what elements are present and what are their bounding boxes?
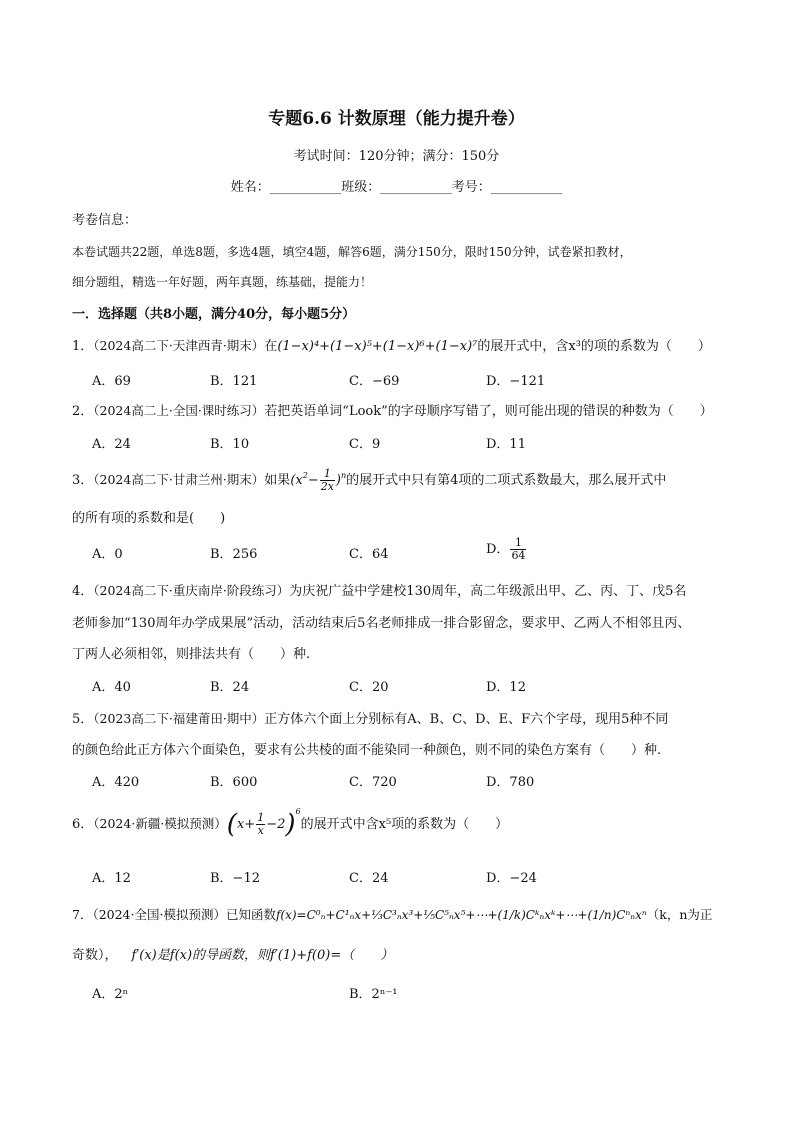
question-source: （2024高二下·重庆南岸·阶段练习） bbox=[93, 583, 290, 598]
question-4 bbox=[72, 580, 686, 599]
class-label: 班级： bbox=[341, 180, 381, 195]
question-2 bbox=[72, 400, 713, 419]
number-field[interactable]: ___________ bbox=[490, 180, 563, 195]
question-source: （2024高二下·甘肃兰州·期末） bbox=[93, 472, 265, 487]
exam-time: 考试时间：120分钟；满分：150分 bbox=[293, 149, 500, 164]
question-number: 1． bbox=[72, 339, 94, 354]
question-3-line-2: 的所有项的系数和是( ) bbox=[72, 511, 226, 526]
option-a[interactable]: A．0 bbox=[92, 547, 123, 562]
option-d[interactable]: D．11 bbox=[486, 437, 526, 452]
question-number: 2． bbox=[72, 404, 94, 419]
option-a[interactable]: A．69 bbox=[92, 374, 131, 389]
page-title: 专题6.6 计数原理（能力提升卷） bbox=[268, 109, 525, 129]
student-fields bbox=[0, 176, 793, 195]
option-c[interactable]: C．720 bbox=[349, 775, 397, 790]
question-text: （k，n为正 bbox=[646, 907, 713, 922]
option-a[interactable]: A．2ⁿ bbox=[92, 987, 129, 1002]
question-text: 为庆祝广益中学建校130周年，高二年级派出甲、乙、丙、丁、戊5名 bbox=[289, 584, 687, 599]
option-c[interactable]: C．−69 bbox=[349, 374, 400, 389]
info-line-1: 本卷试题共22题，单选8题，多选4题，填空4题，解答6题，满分150分，限时150分钟，试卷紧扣教材， bbox=[72, 245, 632, 259]
question-3 bbox=[72, 468, 666, 493]
question-number: 5． bbox=[72, 712, 94, 727]
option-b[interactable]: B．600 bbox=[210, 775, 258, 790]
question-5-line-2: 的颜色给此正方体六个面染色，要求有公共棱的面不能染同一种颜色，则不同的染色方案有（ ）种. bbox=[72, 743, 662, 758]
question-7-line-2: 奇数）， f′(x)是f(x)的导函数，则f′(1)+f(0)=（ ） bbox=[72, 948, 394, 963]
question-4-line-2: 老师参加“130周年办学成果展”活动，活动结束后5名老师排成一排合影留念，要求甲、乙两人不相邻且丙、 bbox=[72, 616, 691, 631]
question-text: 的展开式中只有第4项的二项式系数最大，那么展开式中 bbox=[346, 473, 667, 488]
math-formula: (x+ $\frac{1}{x}$ −2)$^6$ bbox=[226, 807, 301, 840]
option-c[interactable]: C．64 bbox=[349, 547, 389, 562]
fraction: $\frac{1}{64}$ bbox=[511, 536, 526, 562]
section-title: 一．选择题（共8小题，满分40分，每小题5分） bbox=[72, 307, 356, 322]
name-label: 姓名： bbox=[230, 180, 270, 195]
math-formula: (1−x)⁴+(1−x)⁵+(1−x)⁶+(1−x)⁷ bbox=[277, 339, 478, 354]
option-b[interactable]: B．−12 bbox=[210, 871, 260, 886]
option-a[interactable]: A．24 bbox=[92, 437, 131, 452]
question-number: 7． bbox=[72, 907, 93, 922]
question-text: 如果 bbox=[264, 473, 291, 488]
question-text: 已知函数 bbox=[225, 907, 276, 922]
info-heading: 考卷信息： bbox=[72, 213, 138, 228]
math-formula: f(x)=C⁰ₙ+C¹ₙx+⅓C³ₙx³+⅕C⁵ₙx⁵+⋯+(1/k)Cᵏₙxᵏ+⋯+(1/n)Cⁿₙxⁿ bbox=[275, 908, 647, 922]
question-text: 在 bbox=[264, 339, 278, 354]
question-5 bbox=[72, 708, 668, 727]
math-formula: ($x^2-$ $\frac{1}{2x}$ )$^n$ bbox=[290, 467, 347, 493]
fraction: $\frac{1}{x}$ bbox=[257, 811, 265, 837]
option-d[interactable]: D．12 bbox=[486, 680, 526, 695]
question-number: 6． bbox=[72, 817, 94, 832]
question-text: 若把英语单词“Look”的字母顺序写错了，则可能出现的错误的种数为（ ） bbox=[264, 404, 713, 419]
class-field[interactable]: ___________ bbox=[380, 180, 452, 195]
question-text: 正方体六个面上分别标有A、B、C、D、E、F六个字母，现用5种不同 bbox=[264, 712, 669, 727]
question-number: 4． bbox=[72, 584, 94, 599]
option-d[interactable]: D．780 bbox=[486, 775, 535, 790]
option-d[interactable]: D．−121 bbox=[486, 374, 546, 389]
question-source: （2023高二下·福建莆田·期中） bbox=[93, 711, 265, 726]
option-b[interactable]: B．24 bbox=[210, 680, 250, 695]
option-a[interactable]: A．40 bbox=[92, 680, 131, 695]
option-c[interactable]: C．24 bbox=[349, 871, 389, 886]
option-b[interactable]: B．2ⁿ⁻¹ bbox=[349, 987, 398, 1002]
question-number: 3． bbox=[72, 473, 94, 488]
option-a[interactable]: A．420 bbox=[92, 775, 140, 790]
fraction: $\frac{1}{2x}$ bbox=[320, 467, 334, 493]
question-source: （2024·全国·模拟预测） bbox=[92, 907, 226, 922]
question-source: （2024高二下·天津西青·期末） bbox=[93, 338, 265, 353]
option-a[interactable]: A．12 bbox=[92, 871, 131, 886]
option-d[interactable]: D． $\frac{1}{64}$ bbox=[486, 536, 526, 562]
question-4-line-3: 丁两人必须相邻，则排法共有（ ）种. bbox=[72, 647, 311, 662]
name-field[interactable]: ___________ bbox=[269, 180, 342, 195]
question-7 bbox=[72, 905, 712, 923]
question-1 bbox=[72, 335, 711, 354]
option-d[interactable]: D．−24 bbox=[486, 871, 537, 886]
option-c[interactable]: C．9 bbox=[349, 437, 381, 452]
option-b[interactable]: B．256 bbox=[210, 547, 258, 562]
option-b[interactable]: B．10 bbox=[210, 437, 250, 452]
question-text: 的展开式中含x⁵项的系数为（ ） bbox=[300, 817, 509, 832]
question-source: （2024·新疆·模拟预测） bbox=[93, 816, 227, 831]
info-line-2: 细分题组，精选一年好题，两年真题，练基础，提能力！ bbox=[72, 275, 373, 289]
question-source: （2024高二上·全国·课时练习） bbox=[93, 403, 265, 418]
option-c[interactable]: C．20 bbox=[349, 680, 389, 695]
question-text: 的展开式中，含x³的项的系数为（ ） bbox=[477, 339, 711, 354]
question-6 bbox=[72, 807, 509, 840]
number-label: 考号： bbox=[451, 180, 491, 195]
option-b[interactable]: B．121 bbox=[210, 374, 258, 389]
